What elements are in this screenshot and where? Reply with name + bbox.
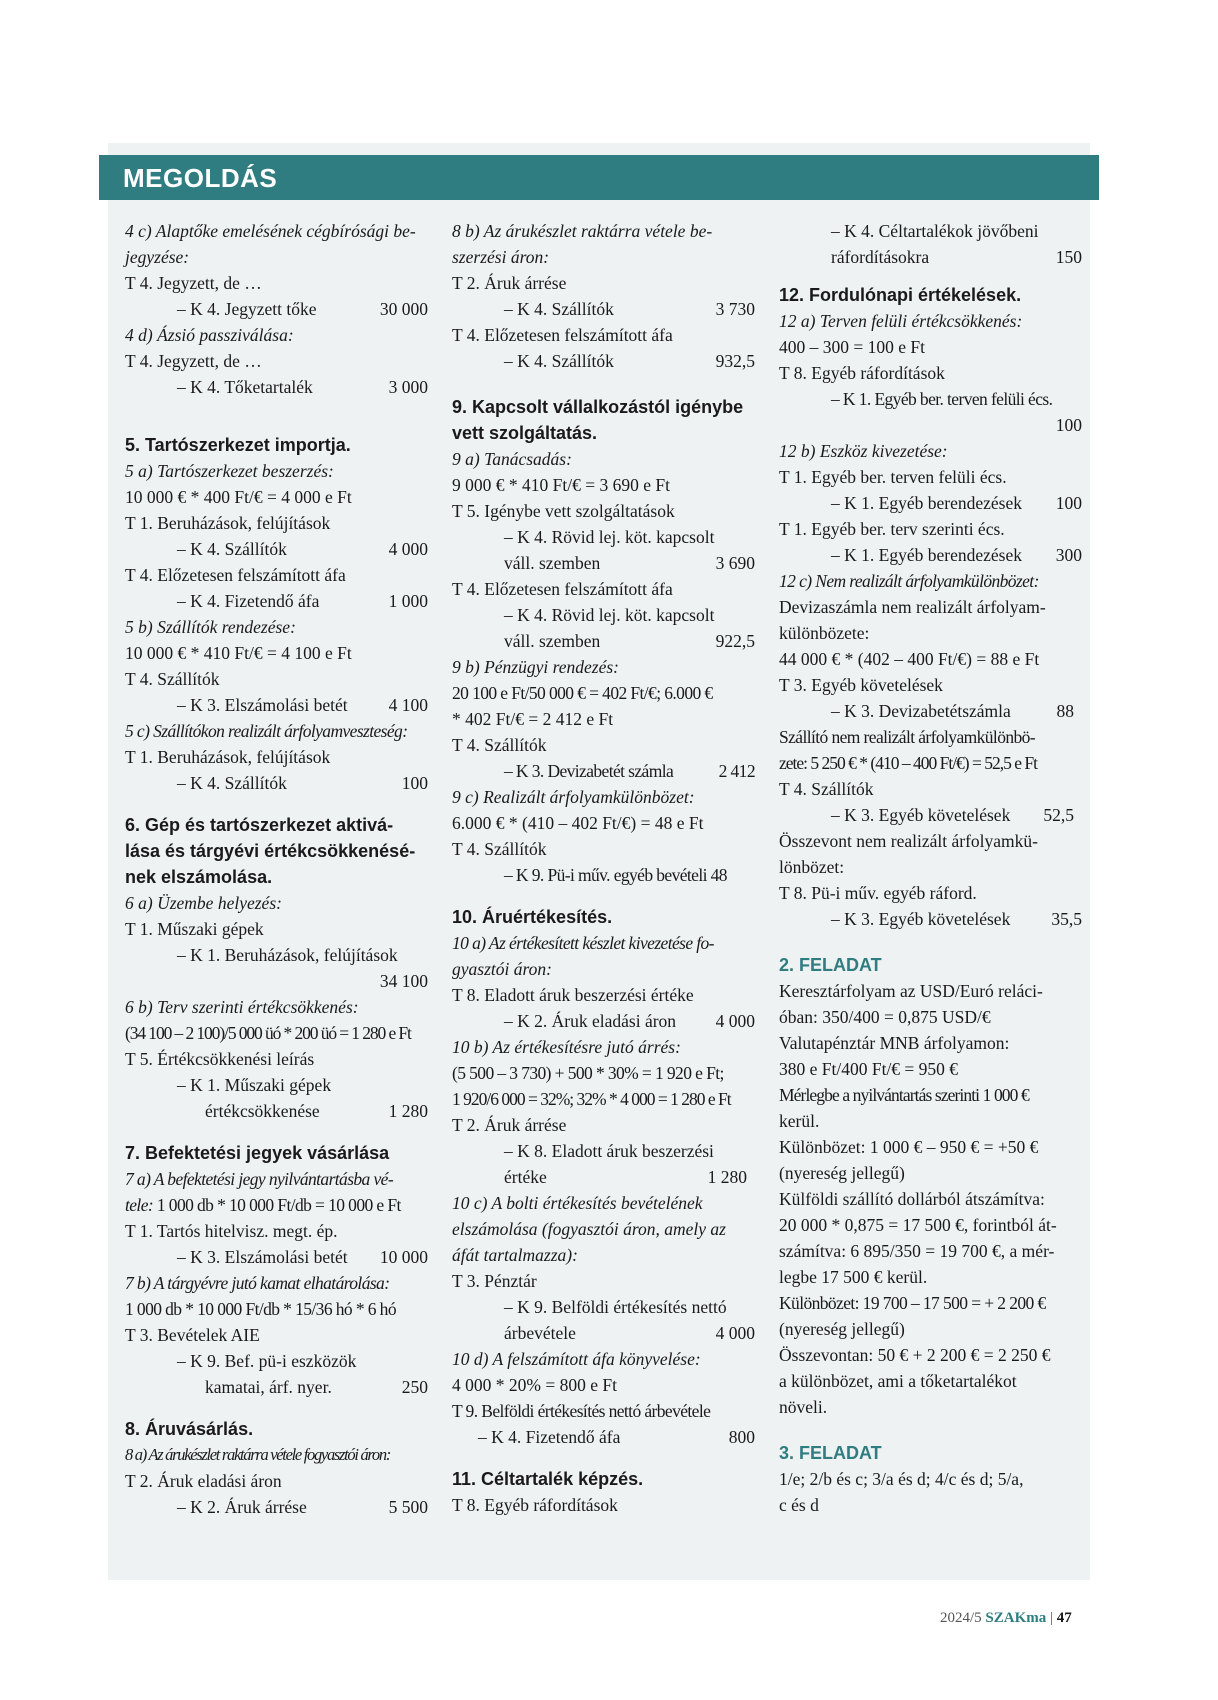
section-title: MEGOLDÁS: [123, 163, 278, 193]
text-line: Mérlegbe a nyilvántartás szerinti 1 000 €: [779, 1085, 1029, 1105]
entry-label: kamatai, árf. nyer.: [205, 1377, 332, 1397]
entry-label: – K 4. Szállítók: [177, 539, 287, 559]
text-line: T 8. Eladott áruk beszerzési értéke: [452, 985, 694, 1005]
entry-label: – K 3. Elszámolási betét: [177, 695, 348, 715]
entry-row: [452, 1424, 755, 1450]
entry-value: 3 730: [715, 299, 755, 319]
text-line: (nyereség jellegű): [779, 1319, 905, 1339]
text-line: 1/e; 2/b és c; 3/a és d; 4/c és d; 5/a,: [779, 1469, 1024, 1489]
text-line: T 2. Áruk árrése: [452, 273, 567, 293]
text-line: 9 c) Realizált árfolyamkülönbözet:: [452, 787, 695, 807]
section-heading: 10. Áruértékesítés.: [452, 907, 613, 927]
text-line: T 4. Szállítók: [779, 779, 874, 799]
text-line: jegyzése:: [125, 247, 190, 267]
entry-row: [779, 490, 1082, 516]
entry-label: – K 3. Devizabetétszámla: [831, 701, 1011, 721]
section-heading: vett szolgáltatás.: [452, 423, 598, 443]
text-line: Összevontan: 50 € + 2 200 € = 2 250 €: [779, 1345, 1051, 1365]
text-line: Szállító nem realizált árfolyamkülönbö-: [779, 727, 1036, 747]
text-line: szerzési áron:: [452, 247, 550, 267]
text-line: 6 a) Üzembe helyezés:: [125, 893, 282, 913]
text-fragment: tele:: [125, 1195, 154, 1215]
text-line: 5 a) Tartószerkezet beszerzés:: [125, 461, 334, 481]
text-line: 12 a) Terven felüli értékcsökkenés:: [779, 311, 1023, 331]
text-line: – K 1. Műszaki gépek: [177, 1075, 332, 1095]
entry-row: [125, 296, 428, 322]
text-line: Külföldi szállító dollárból átszámítva:: [779, 1189, 1045, 1209]
entry-label: – K 4. Fizetendő áfa: [177, 591, 320, 611]
text-line: 4 c) Alaptőke emelésének cégbírósági be-: [125, 221, 416, 241]
text-line: 12 b) Eszköz kivezetése:: [779, 441, 948, 461]
text-line: lönbözet:: [779, 857, 845, 877]
text-line: T 8. Pü-i műv. egyéb ráford.: [779, 883, 977, 903]
entry-value: 100: [401, 773, 428, 793]
text-line: (5 500 – 3 730) + 500 * 30% = 1 920 e Ft;: [452, 1063, 724, 1083]
magazine-name: SZAKma: [985, 1610, 1047, 1626]
text-line: – K 4. Rövid lej. köt. kapcsolt: [504, 527, 715, 547]
entry-value: 4 000: [715, 1011, 755, 1031]
entry-value: 100: [1055, 493, 1082, 513]
entry-value: 300: [1055, 545, 1082, 565]
task-heading: 3. FELADAT: [779, 1443, 882, 1463]
text-line: T 3. Egyéb követelések: [779, 675, 943, 695]
text-line: 8 a) Az árukészlet raktárra vétele fogyasztói áron:: [125, 1445, 391, 1464]
text-line: T 8. Egyéb ráfordítások: [779, 363, 945, 383]
text-line: a különbözet, ami a tőketartalékot: [779, 1371, 1017, 1391]
entry-value: 3 000: [388, 377, 428, 397]
text-line: 10 000 € * 400 Ft/€ = 4 000 e Ft: [125, 487, 352, 507]
text-line: 6 b) Terv szerinti értékcsökkenés:: [125, 997, 359, 1017]
entry-label: – K 3. Elszámolási betét: [177, 1247, 348, 1267]
entry-label: ráfordításokra: [831, 247, 930, 267]
text-line: 12 c) Nem realizált árfolyamkülönbözet:: [779, 571, 1039, 591]
text-line: T 4. Szállítók: [452, 839, 547, 859]
text-line: 44 000 € * (402 – 400 Ft/€) = 88 e Ft: [779, 649, 1040, 669]
column-2: [452, 218, 755, 1518]
entry-value: 150: [1055, 247, 1082, 267]
task-heading: 2. FELADAT: [779, 955, 882, 975]
text-line: 9 a) Tanácsadás:: [452, 449, 572, 469]
page-footer: [940, 1610, 1072, 1627]
text-line: Devizaszámla nem realizált árfolyam-: [779, 597, 1046, 617]
section-heading: lása és tárgyévi értékcsökkenésé-: [125, 841, 416, 861]
entry-label: árbevétele: [504, 1323, 576, 1343]
text-line: 7 b) A tárgyévre jutó kamat elhatárolása:: [125, 1273, 390, 1293]
section-heading: 9. Kapcsolt vállalkozástól igénybe: [452, 397, 744, 417]
entry-value: 4 000: [388, 539, 428, 559]
text-line: áfát tartalmazza):: [452, 1245, 578, 1265]
entry-row: [125, 1374, 428, 1400]
entry-row: [452, 758, 755, 784]
entry-value: 100: [1055, 415, 1082, 435]
text-line: T 3. Bevételek AIE: [125, 1325, 260, 1345]
section-header-band: [99, 155, 1099, 200]
entry-row: [125, 588, 428, 614]
text-line: 20 100 e Ft/50 000 € = 402 Ft/€; 6.000 €: [452, 683, 713, 703]
text-line: 10 000 € * 410 Ft/€ = 4 100 e Ft: [125, 643, 352, 663]
entry-row: [779, 802, 1082, 828]
entry-row: [452, 550, 755, 576]
section-heading: nek elszámolása.: [125, 867, 273, 887]
text-line: 4 000 * 20% = 800 e Ft: [452, 1375, 617, 1395]
entry-value: 1 000: [388, 591, 428, 611]
text-line: T 1. Beruházások, felújítások: [125, 513, 331, 533]
text-line: számítva: 6 895/350 = 19 700 €, a mér-: [779, 1241, 1055, 1261]
entry-value: 3 690: [715, 553, 755, 573]
entry-row: [125, 1098, 428, 1124]
text-line: 8 b) Az árukészlet raktárra vétele be-: [452, 221, 713, 241]
entry-value: 4 100: [388, 695, 428, 715]
entry-row: [779, 244, 1082, 270]
text-line: 5 c) Szállítókon realizált árfolyamveszteség:: [125, 721, 408, 741]
entry-row: [125, 692, 428, 718]
text-line: T 1. Beruházások, felújítások: [125, 747, 331, 767]
text-line: 10 c) A bolti értékesítés bevételének: [452, 1193, 703, 1213]
entry-row: [779, 542, 1082, 568]
issue-number: 2024/5: [940, 1610, 982, 1626]
entry-value: 1 280: [707, 1167, 747, 1187]
entry-value: 1 280: [388, 1101, 428, 1121]
text-line: T 1. Tartós hitelvisz. megt. ép.: [125, 1221, 338, 1241]
text-line: [125, 1192, 428, 1218]
entry-value: 10 000: [379, 1247, 428, 1267]
entry-row: [125, 536, 428, 562]
section-heading: 5. Tartószerkezet importja.: [125, 435, 351, 455]
text-line: Összevont nem realizált árfolyamkü-: [779, 831, 1038, 851]
text-line: T 3. Pénztár: [452, 1271, 537, 1291]
entry-label: váll. szemben: [504, 631, 601, 651]
text-line: T 9. Belföldi értékesítés nettó árbevétele: [452, 1401, 711, 1421]
text-line: növeli.: [779, 1397, 828, 1417]
entry-value: 250: [401, 1377, 428, 1397]
entry-value: 932,5: [715, 351, 755, 371]
text-line: T 1. Egyéb ber. terv szerinti écs.: [779, 519, 1005, 539]
text-line: 7 a) A befektetési jegy nyilvántartásba vé-: [125, 1169, 394, 1189]
section-heading: 8. Áruvásárlás.: [125, 1419, 254, 1439]
entry-label: – K 2. Áruk árrése: [177, 1497, 307, 1517]
text-line: 10 d) A felszámított áfa könyvelése:: [452, 1349, 701, 1369]
text-line: T 4. Jegyzett, de …: [125, 273, 262, 293]
section-heading: 12. Fordulónapi értékelések.: [779, 285, 1022, 305]
entry-value: 4 000: [715, 1323, 755, 1343]
entry-value: 922,5: [715, 631, 755, 651]
entry-value: 34 100: [379, 971, 428, 991]
entry-label: értékcsökkenése: [205, 1101, 320, 1121]
text-line: – K 4. Rövid lej. köt. kapcsolt: [504, 605, 715, 625]
entry-label: – K 4. Fizetendő áfa: [478, 1427, 621, 1447]
entry-row: [125, 770, 428, 796]
text-line: T 8. Egyéb ráfordítások: [452, 1495, 618, 1515]
text-line: 4 d) Ázsió passziválása:: [125, 325, 294, 345]
text-line: – K 8. Eladott áruk beszerzési: [504, 1141, 714, 1161]
entry-label: – K 4. Szállítók: [177, 773, 287, 793]
text-line: 380 e Ft/400 Ft/€ = 950 €: [779, 1059, 959, 1079]
text-line: T 5. Értékcsökkenési leírás: [125, 1049, 315, 1069]
text-line: – K 1. Beruházások, felújítások: [177, 945, 398, 965]
text-line: Keresztárfolyam az USD/Euró reláci-: [779, 981, 1043, 1001]
text-line: T 4. Előzetesen felszámított áfa: [452, 579, 673, 599]
entry-row: [452, 296, 755, 322]
section-heading: 11. Céltartalék képzés.: [452, 1469, 644, 1489]
entry-value: 800: [728, 1427, 755, 1447]
entry-label: – K 1. Egyéb berendezések: [831, 545, 1022, 565]
text-line: 1 000 db * 10 000 Ft/db * 15/36 hó * 6 hó: [125, 1299, 396, 1319]
text-line: 20 000 * 0,875 = 17 500 €, forintból át-: [779, 1215, 1057, 1235]
text-line: 10 a) Az értékesített készlet kivezetése fo-: [452, 933, 714, 953]
entry-row: [452, 628, 755, 654]
text-line: T 4. Szállítók: [125, 669, 220, 689]
page-number: 47: [1056, 1610, 1072, 1626]
text-line: 6.000 € * (410 – 402 Ft/€) = 48 e Ft: [452, 813, 704, 833]
entry-label: – K 3. Egyéb követelések: [831, 909, 1011, 929]
text-line: óban: 350/400 = 0,875 USD/€: [779, 1007, 991, 1027]
entry-row: [779, 906, 1082, 932]
entry-label: – K 3. Devizabetét számla: [504, 761, 674, 781]
entry-row: [779, 698, 1082, 724]
entry-label: – K 4. Tőketartalék: [177, 377, 313, 397]
entry-label: – K 2. Áruk eladási áron: [504, 1011, 677, 1031]
text-line: Különbözet: 1 000 € – 950 € = +50 €: [779, 1137, 1039, 1157]
text-line: T 4. Jegyzett, de …: [125, 351, 262, 371]
text-line: – K 9. Bef. pü-i eszközök: [177, 1351, 357, 1371]
text-line: – K 9. Pü-i műv. egyéb bevételi 48: [504, 865, 727, 885]
text-line: 10 b) Az értékesítésre jutó árrés:: [452, 1037, 681, 1057]
entry-label: – K 1. Egyéb berendezések: [831, 493, 1022, 513]
entry-label: – K 4. Szállítók: [504, 299, 614, 319]
text-line: 400 – 300 = 100 e Ft: [779, 337, 925, 357]
text-line: – K 1. Egyéb ber. terven felüli écs.: [831, 389, 1053, 409]
text-line: elszámolása (fogyasztói áron, amely az: [452, 1219, 726, 1239]
section-heading: 6. Gép és tartószerkezet aktivá-: [125, 815, 394, 835]
text-line: kerül.: [779, 1111, 820, 1131]
entry-row: [452, 1008, 755, 1034]
text-line: T 2. Áruk eladási áron: [125, 1471, 282, 1491]
entry-row: [452, 1164, 755, 1190]
text-line: Különbözet: 19 700 – 17 500 = + 2 200 €: [779, 1293, 1046, 1313]
text-line: (nyereség jellegű): [779, 1163, 905, 1183]
text-line: T 2. Áruk árrése: [452, 1115, 567, 1135]
text-line: 1 920/6 000 = 32%; 32% * 4 000 = 1 280 e Ft: [452, 1089, 731, 1109]
entry-value: 2 412: [718, 761, 755, 781]
entry-row: [452, 348, 755, 374]
text-line: T 1. Egyéb ber. terven felüli écs.: [779, 467, 1007, 487]
entry-value: 5 500: [388, 1497, 428, 1517]
text-line: 5 b) Szállítók rendezése:: [125, 617, 296, 637]
entry-label: – K 4. Jegyzett tőke: [177, 299, 317, 319]
text-line: T 4. Szállítók: [452, 735, 547, 755]
text-line: * 402 Ft/€ = 2 412 e Ft: [452, 709, 614, 729]
entry-row: [452, 1320, 755, 1346]
entry-value: 35,5: [1051, 909, 1082, 929]
text-line: – K 4. Céltartalékok jövőbeni: [831, 221, 1039, 241]
text-line: 9 000 € * 410 Ft/€ = 3 690 e Ft: [452, 475, 670, 495]
text-line: T 5. Igénybe vett szolgáltatások: [452, 501, 675, 521]
text-line: – K 9. Belföldi értékesítés nettó: [504, 1297, 727, 1317]
entry-value: 30 000: [379, 299, 428, 319]
entry-row: [125, 374, 428, 400]
entry-value: 88: [1056, 701, 1074, 721]
entry-label: – K 4. Szállítók: [504, 351, 614, 371]
text-line: Valutapénztár MNB árfolyamon:: [779, 1033, 1010, 1053]
entry-label: értéke: [504, 1167, 547, 1187]
text-line: (34 100 – 2 100)/5 000 üó * 200 üó = 1 280 e Ft: [125, 1023, 411, 1043]
entry-row: [125, 1244, 428, 1270]
text-line: T 4. Előzetesen felszámított áfa: [452, 325, 673, 345]
text-line: gyasztói áron:: [452, 959, 552, 979]
entry-row: [125, 1494, 428, 1520]
text-line: 9 b) Pénzügyi rendezés:: [452, 657, 620, 677]
text-line: c és d: [779, 1495, 819, 1515]
entry-label: váll. szemben: [504, 553, 601, 573]
text-fragment: 1 000 db * 10 000 Ft/db = 10 000 e Ft: [153, 1195, 401, 1215]
entry-value: 52,5: [1043, 805, 1074, 825]
column-3: [779, 218, 1082, 1518]
footer-separator: |: [1050, 1610, 1054, 1626]
text-line: legbe 17 500 € kerül.: [779, 1267, 928, 1287]
text-line: különbözete:: [779, 623, 870, 643]
text-line: T 4. Előzetesen felszámított áfa: [125, 565, 346, 585]
text-line: T 1. Műszaki gépek: [125, 919, 264, 939]
text-line: zete: 5 250 € * (410 – 400 Ft/€) = 52,5 e Ft: [779, 753, 1037, 773]
entry-label: – K 3. Egyéb követelések: [831, 805, 1011, 825]
column-1: [125, 218, 428, 1520]
section-heading: 7. Befektetési jegyek vásárlása: [125, 1143, 390, 1163]
